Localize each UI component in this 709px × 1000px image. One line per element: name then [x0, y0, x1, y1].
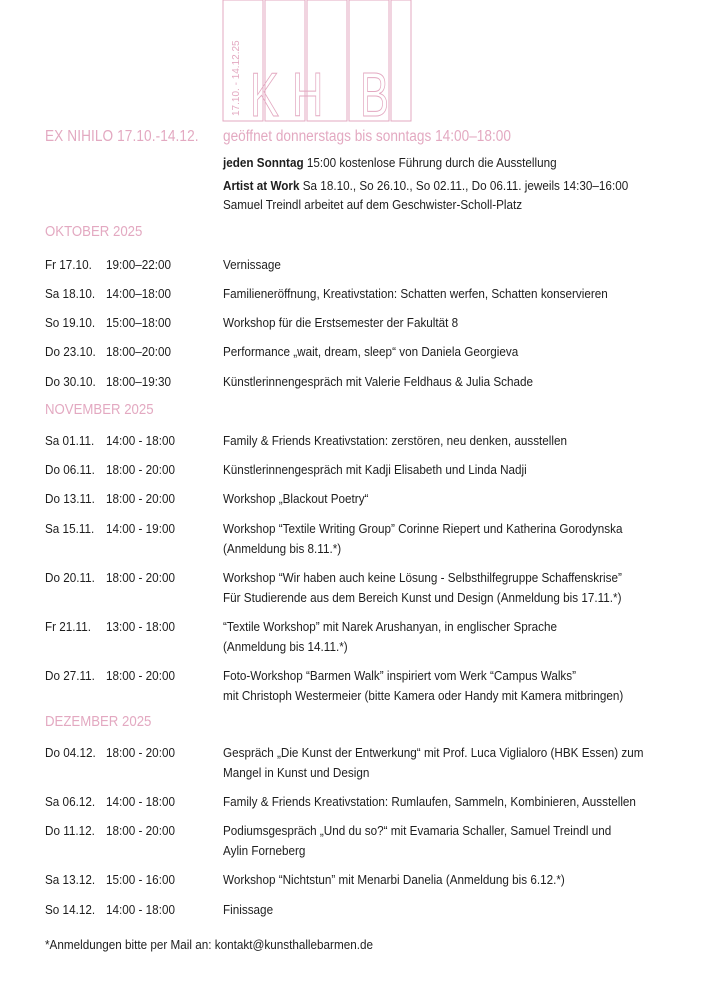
event-description-line: Family & Friends Kreativstation: zerstören, neu denken, ausstellen — [223, 433, 568, 448]
registration-footer: *Anmeldungen bitte per Mail an: kontakt@kunsthallebarmen.de — [45, 937, 373, 952]
event-description — [223, 666, 691, 706]
event-time: 14:00 - 18:00 — [106, 902, 175, 917]
event-description — [223, 372, 691, 392]
event-description-line: Family & Friends Kreativstation: Rumlaufen, Sammeln, Kombinieren, Ausstellen — [223, 794, 636, 809]
event-description-line: Workshop „Blackout Poetry“ — [223, 491, 369, 506]
event-description — [223, 900, 691, 920]
event-description — [223, 431, 691, 451]
event-time: 18:00 - 20:00 — [106, 570, 175, 585]
event-date: Do 13.11. — [45, 491, 95, 506]
event-description-line: Aylin Forneberg — [223, 843, 306, 858]
month-heading: NOVEMBER 2025 — [45, 401, 154, 418]
event-date: Sa 18.10. — [45, 286, 96, 301]
sunday-label: jeden Sonntag — [223, 155, 304, 170]
logo-vertical-text: 17.10. - 14.12.25 — [231, 40, 242, 116]
event-description — [223, 313, 691, 333]
event-description-line: mit Christoph Westermeier (bitte Kamera oder Handy mit Kamera mitbringen) — [223, 688, 624, 703]
event-description-line: Podiumsgespräch „Und du so?“ mit Evamaria Schaller, Samuel Treindl und — [223, 823, 612, 838]
event-description — [223, 821, 691, 861]
logo-letter-b: B — [360, 61, 389, 122]
event-date: Do 06.11. — [45, 462, 95, 477]
event-time: 18:00 - 20:00 — [106, 462, 175, 477]
event-time: 18:00 - 20:00 — [106, 668, 175, 683]
event-description-line: “Textile Workshop” mit Narek Arushanyan, in englischer Sprache — [223, 619, 558, 634]
event-description-line: (Anmeldung bis 8.11.*) — [223, 541, 342, 556]
event-time: 18:00 - 20:00 — [106, 491, 175, 506]
month-heading: OKTOBER 2025 — [45, 223, 143, 240]
event-description-line: Für Studierende aus dem Bereich Kunst und Design (Anmeldung bis 17.11.*) — [223, 590, 622, 605]
sunday-text: 15:00 kostenlose Führung durch die Ausstellung — [303, 155, 557, 170]
exhibition-title: EX NIHILO 17.10.-14.12. — [45, 128, 199, 145]
artist-at-work-info — [223, 176, 628, 195]
event-date: Do 23.10. — [45, 344, 96, 359]
event-description-line: Foto-Workshop “Barmen Walk” inspiriert vom Werk “Campus Walks” — [223, 668, 577, 683]
event-date: Fr 17.10. — [45, 257, 92, 272]
event-date: Do 27.11. — [45, 668, 95, 683]
event-description — [223, 489, 691, 509]
event-description-line: Gespräch „Die Kunst der Entwerkung“ mit Prof. Luca Viglialoro (HBK Essen) zum — [223, 745, 644, 760]
event-time: 13:00 - 18:00 — [106, 619, 175, 634]
event-time: 14:00–18:00 — [106, 286, 172, 301]
event-time: 15:00–18:00 — [106, 315, 172, 330]
event-time: 18:00 - 20:00 — [106, 745, 175, 760]
event-description — [223, 519, 691, 559]
opening-hours: geöffnet donnerstags bis sonntags 14:00–18:00 — [223, 128, 511, 145]
event-date: Do 04.12. — [45, 745, 96, 760]
event-description-line: Vernissage — [223, 257, 281, 272]
event-time: 19:00–22:00 — [106, 257, 172, 272]
event-description — [223, 870, 691, 890]
event-time: 18:00 - 20:00 — [106, 823, 175, 838]
artist-location: Samuel Treindl arbeitet auf dem Geschwister-Scholl-Platz — [223, 197, 523, 212]
event-time: 18:00–20:00 — [106, 344, 172, 359]
event-date: So 19.10. — [45, 315, 96, 330]
event-date: Fr 21.11. — [45, 619, 91, 634]
event-description — [223, 792, 691, 812]
event-description-line: Finissage — [223, 902, 274, 917]
event-time: 15:00 - 16:00 — [106, 872, 175, 887]
event-description — [223, 617, 691, 657]
event-description — [223, 284, 691, 304]
sunday-tour-info — [223, 153, 557, 172]
event-description-line: Mangel in Kunst und Design — [223, 765, 370, 780]
event-description-line: Workshop “Nichtstun” mit Menarbi Danelia (Anmeldung bis 6.12.*) — [223, 872, 565, 887]
event-date: Do 20.11. — [45, 570, 95, 585]
logo-letter-h: H — [292, 61, 324, 122]
kunsthalle-barmen-logo — [222, 0, 412, 122]
event-date: Do 11.12. — [45, 823, 95, 838]
event-time: 18:00–19:30 — [106, 374, 172, 389]
event-description — [223, 460, 691, 480]
event-description-line: Künstlerinnengespräch mit Kadji Elisabeth und Linda Nadji — [223, 462, 527, 477]
event-description — [223, 255, 691, 275]
month-heading: DEZEMBER 2025 — [45, 713, 152, 730]
event-date: Sa 06.12. — [45, 794, 96, 809]
event-description-line: Familieneröffnung, Kreativstation: Schatten werfen, Schatten konservieren — [223, 286, 608, 301]
event-date: Sa 13.12. — [45, 872, 96, 887]
event-time: 14:00 - 18:00 — [106, 794, 175, 809]
event-description-line: Workshop “Textile Writing Group” Corinne Riepert und Katherina Gorodynska — [223, 521, 623, 536]
event-date: So 14.12. — [45, 902, 96, 917]
event-time: 14:00 - 19:00 — [106, 521, 175, 536]
event-description — [223, 743, 691, 783]
event-description — [223, 568, 691, 608]
artist-text: Sa 18.10., So 26.10., So 02.11., Do 06.11. jeweils 14:30–16:00 — [299, 178, 629, 193]
event-description — [223, 342, 691, 362]
event-date: Sa 15.11. — [45, 521, 95, 536]
event-description-line: Workshop für die Erstsemester der Fakultät 8 — [223, 315, 459, 330]
event-date: Do 30.10. — [45, 374, 96, 389]
event-description-line: Performance „wait, dream, sleep“ von Daniela Georgieva — [223, 344, 519, 359]
artist-label: Artist at Work — [223, 178, 300, 193]
event-time: 14:00 - 18:00 — [106, 433, 175, 448]
logo-letter-k: K — [250, 61, 279, 122]
event-description-line: Künstlerinnengespräch mit Valerie Feldhaus & Julia Schade — [223, 374, 534, 389]
event-description-line: (Anmeldung bis 14.11.*) — [223, 639, 348, 654]
event-description-line: Workshop “Wir haben auch keine Lösung - Selbsthilfegruppe Schaffenskrise” — [223, 570, 622, 585]
event-date: Sa 01.11. — [45, 433, 95, 448]
